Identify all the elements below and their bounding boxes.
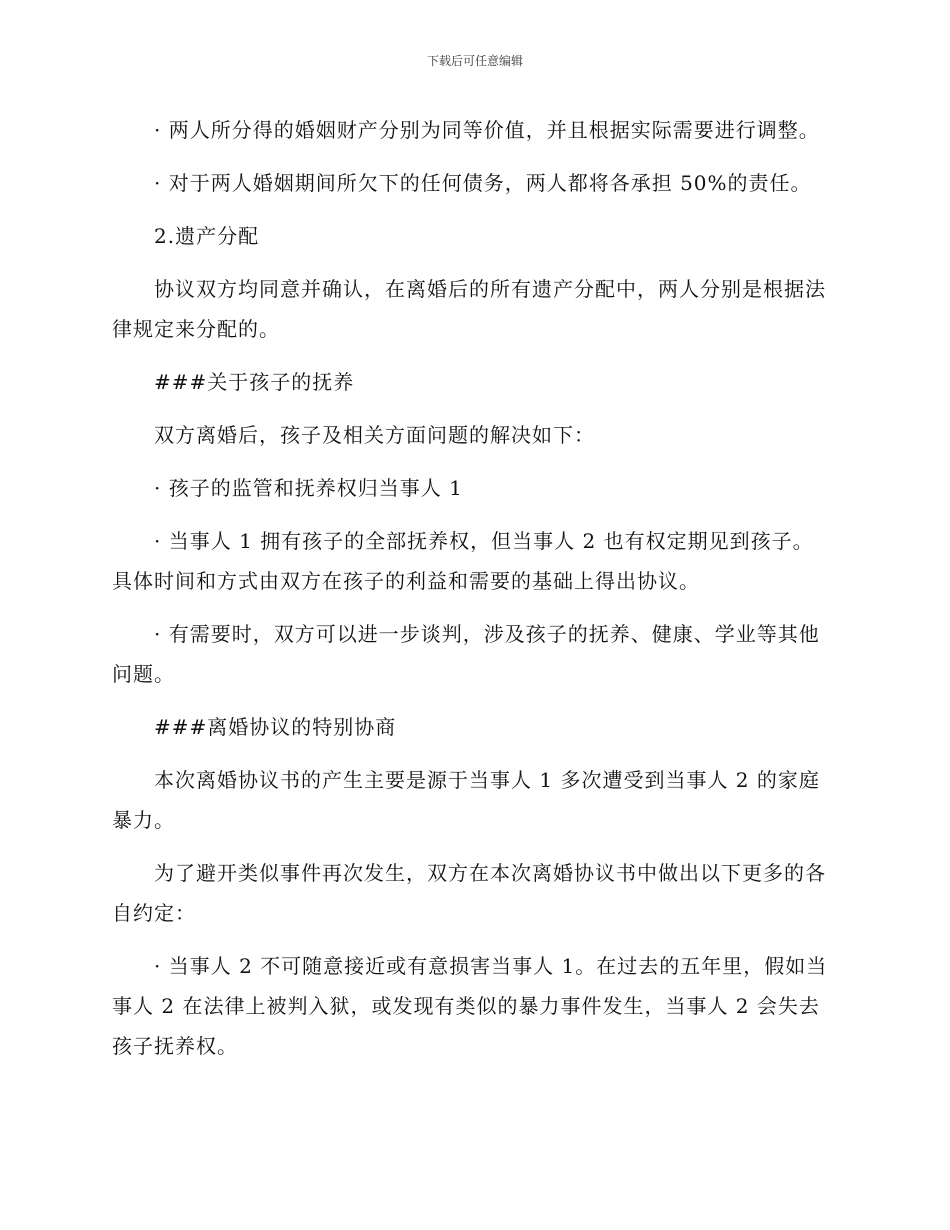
paragraph-child-intro: 双方离婚后，孩子及相关方面问题的解决如下： [154,423,595,447]
paragraph-visitation: · 当事人 1 拥有孩子的全部抚养权，但当事人 2 也有权定期见到孩子。具体时间和方式由双方在孩子的利益和需要的基础上得出协议。 [112,529,814,593]
paragraph-property-split: · 两人所分得的婚姻财产分别为同等价值，并且根据实际需要进行调整。 [154,118,820,142]
section-heading-inheritance: 2.遗产分配 [154,224,260,248]
paragraph-custody-party1: · 孩子的监管和抚养权归当事人 1 [154,476,463,500]
paragraph-debt-share: · 对于两人婚姻期间所欠下的任何债务，两人都将各承担 50%的责任。 [154,171,812,195]
paragraph-agreements-intro: 为了避开类似事件再次发生，双方在本次离婚协议书中做出以下更多的各自约定： [112,861,826,925]
paragraph-further-negotiation: · 有需要时，双方可以进一步谈判，涉及孩子的抚养、健康、学业等其他问题。 [112,622,820,686]
paragraph-restraint-clause: · 当事人 2 不可随意接近或有意损害当事人 1。在过去的五年里，假如当事人 2 在法律上被判入狱，或发现有类似的暴力事件发生，当事人 2 会失去孩子抚养权。 [112,954,828,1058]
page-header: 下载后可任意编辑 [426,54,523,68]
section-heading-child-custody: ###关于孩子的抚养 [154,370,355,394]
paragraph-domestic-violence: 本次离婚协议书的产生主要是源于当事人 1 多次遭受到当事人 2 的家庭暴力。 [112,768,820,832]
paragraph-inheritance: 协议双方均同意并确认，在离婚后的所有遗产分配中，两人分别是根据法律规定来分配的。 [112,277,826,341]
section-heading-special-terms: ###离婚协议的特别协商 [154,715,397,739]
document-body [112,110,832,1079]
